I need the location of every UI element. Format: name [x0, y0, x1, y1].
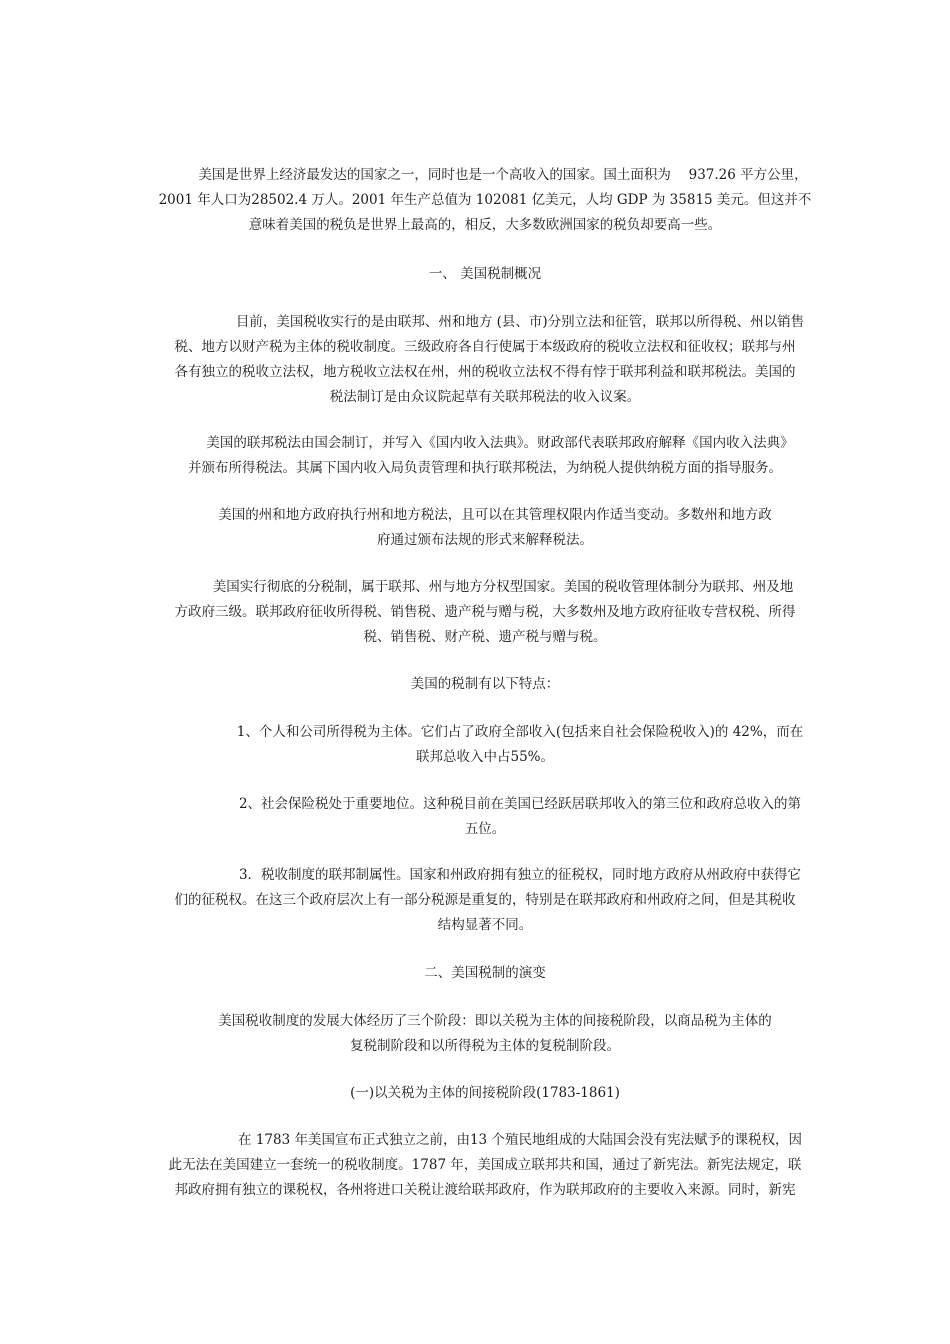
paragraph-state-tax-law — [140, 503, 830, 553]
text-line: 税法制订是由众议院起草有关联邦税法的收入议案。 — [329, 389, 641, 405]
text-line: 此无法在美国建立一套统一的税收制度。1787 年，美国成立联邦共和国，通过了新宪法。新宪法规定，联 — [168, 1157, 802, 1173]
text-line: 目前，美国税收实行的是由联邦、州和地方 (县、市)分别立法和征管，联邦以所得税、州以销售 — [235, 314, 805, 330]
feature-2 — [140, 792, 830, 842]
text-line: 并颁布所得税法。其属下国内收入局负责管理和执行联邦税法，为纳税人提供纳税方面的指导服务。 — [188, 460, 782, 476]
text-line: 各有独立的税收立法权，地方税收立法权在州，州的税收立法权不得有悖于联邦利益和联邦税法。美国的 — [174, 364, 796, 380]
text-line: 税、销售税、财产税、遗产税与赠与税。 — [363, 629, 607, 645]
text-line: 美国的州和地方政府执行州和地方税法，且可以在其管理权限内作适当变动。多数州和地方政 — [218, 507, 772, 523]
text-line: 五位。 — [464, 821, 506, 837]
intro-paragraph — [140, 163, 830, 238]
text-line: 府通过颁布法规的形式来解释税法。 — [377, 532, 593, 548]
feature-1 — [140, 720, 830, 770]
text-line: 3．税收制度的联邦制属性。国家和州政府拥有独立的征税权，同时地方政府从州政府中获得它 — [238, 867, 802, 883]
features-intro: 美国的税制有以下特点： — [410, 676, 560, 692]
text-line: 2、社会保险税处于重要地位。这种税目前在美国已经跃居联邦收入的第三位和政府总收入的第 — [238, 796, 802, 812]
paragraph-federal-tax-law — [140, 431, 830, 481]
text-line: 意味着美国的税负是世界上最高的，相反，大多数欧洲国家的税负却要高一些。 — [248, 217, 722, 233]
text-line: 美国税收制度的发展大体经历了三个阶段：即以关税为主体的间接税阶段，以商品税为主体的 — [218, 1013, 772, 1029]
text-line: 税、地方以财产税为主体的税收制度。三级政府各自行使属于本级政府的税收立法权和征收权；联邦与州 — [174, 339, 796, 355]
paragraph-customs-stage — [140, 1128, 830, 1203]
text-line: 们的征税权。在这三个政府层次上有一部分税源是重复的，特别是在联邦政府和州政府之间，但是其税收 — [174, 892, 796, 908]
text-line: 美国实行彻底的分税制，属于联邦、州与地方分权型国家。美国的税收管理体制分为联邦、州及地 — [212, 579, 794, 595]
paragraph-tax-evolution — [140, 1009, 830, 1059]
paragraph-tax-overview — [140, 310, 830, 410]
text-line: 联邦总收入中占55%。 — [415, 749, 554, 765]
paragraph-tax-division — [140, 575, 830, 650]
section-1-title: 一、 美国税制概况 — [428, 266, 542, 282]
feature-3 — [140, 863, 830, 938]
subsection-1-title: (一)以关税为主体的间接税阶段(1783-1861) — [350, 1085, 620, 1101]
text-line: 1、个人和公司所得税为主体。它们占了政府全部收入(包括来自社会保险税收入)的 42%，而在 — [236, 724, 804, 740]
text-line: 邦政府拥有独立的课税权，各州将进口关税让渡给联邦政府，作为联邦政府的主要收入来源。同时，新宪 — [174, 1182, 796, 1198]
text-line: 2001 年人口为28502.4 万人。2001 年生产总值为 102081 亿美元，人均 GDP 为 35815 美元。但这并不 — [158, 192, 812, 208]
text-line: 美国的联邦税法由国会制订，并写入《国内收入法典》。财政部代表联邦政府解释《国内收入法典》 — [206, 435, 794, 451]
text-line: 复税制阶段和以所得税为主体的复税制阶段。 — [350, 1038, 620, 1054]
text-line: 美国是世界上经济最发达的国家之一，同时也是一个高收入的国家。国土面积为 937.26 平方公里， — [198, 167, 808, 183]
text-line: 结构显著不同。 — [437, 917, 533, 933]
text-line: 在 1783 年美国宣布正式独立之前，由13 个殖民地组成的大陆国会没有宪法赋予的课税权，因 — [238, 1132, 802, 1148]
section-2-title: 二、美国税制的演变 — [424, 965, 546, 981]
text-line: 方政府三级。联邦政府征收所得税、销售税、遗产税与赠与税，大多数州及地方政府征收专营权税、所得 — [174, 604, 796, 620]
